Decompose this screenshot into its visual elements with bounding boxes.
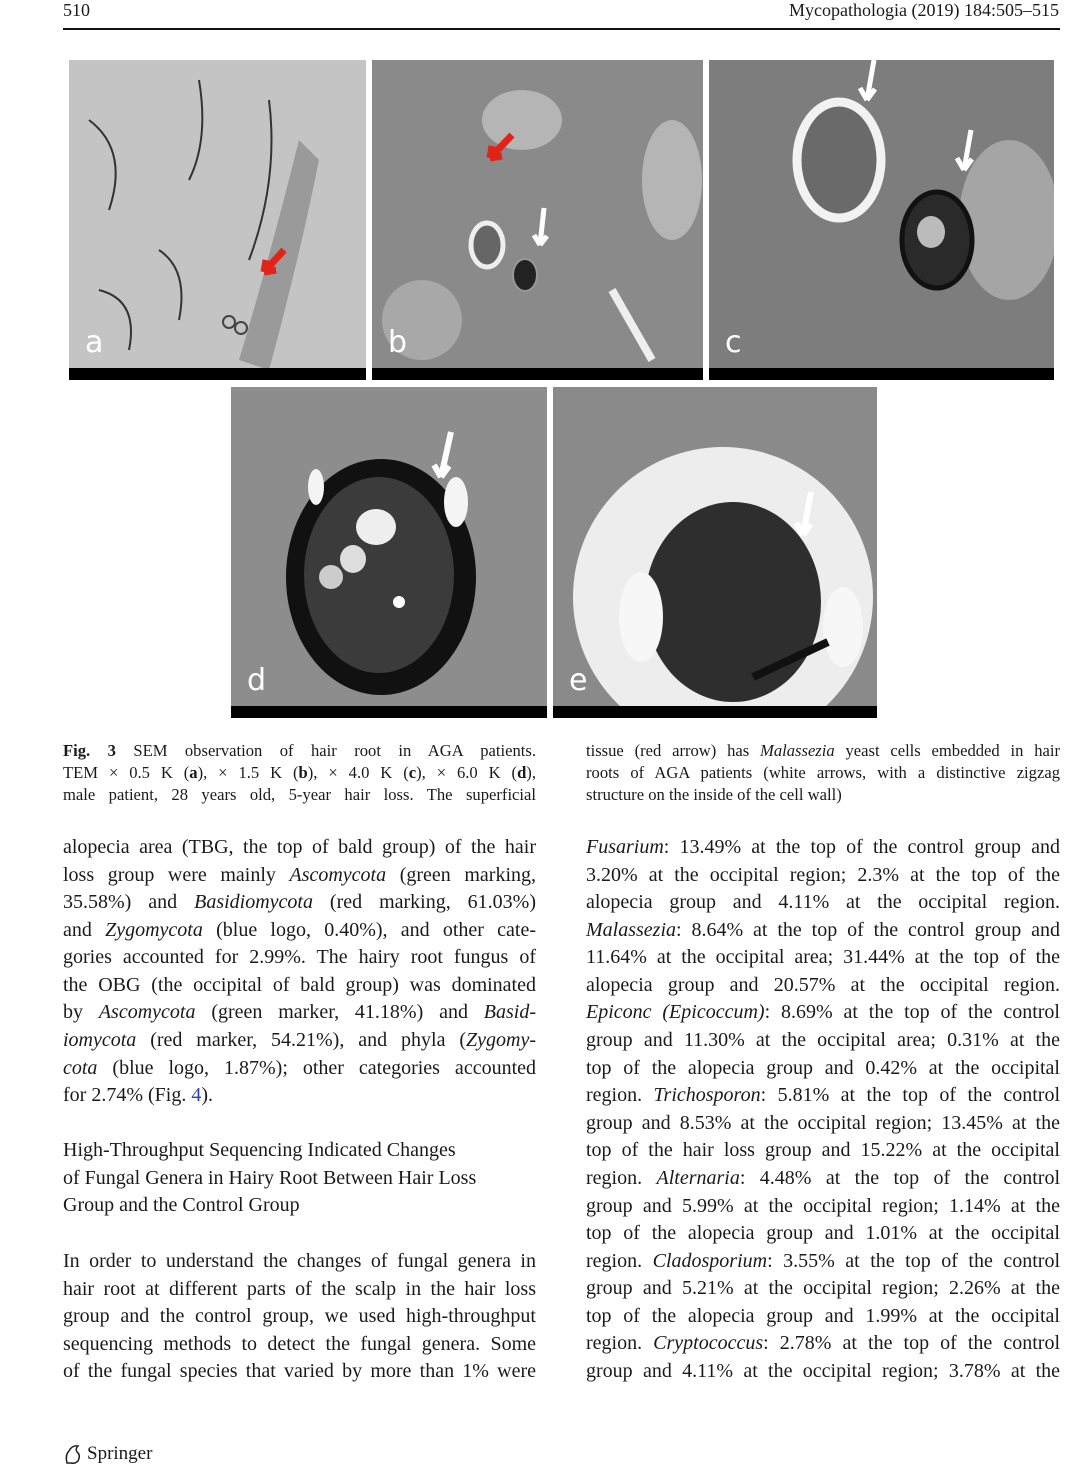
text-line (586, 1082, 1060, 1110)
italic-term: Cryptococcus (653, 1332, 764, 1355)
text-line (63, 1137, 536, 1165)
text-run: ), (526, 763, 536, 782)
italic-term: Alternaria (656, 1166, 740, 1189)
italic-term: cota (63, 1056, 98, 1079)
text-run: ), × 1.5 K ( (197, 763, 299, 782)
italic-term: Malassezia (760, 741, 835, 760)
text-run: group and 8.53% at the occipital region; 13.45% at the (586, 1111, 1060, 1134)
text-line (586, 762, 1060, 784)
text-run: 3.20% at the occipital region; 2.3% at the top of the (586, 863, 1060, 886)
bold-text: a (189, 763, 198, 782)
text-run: : 2.78% at the top of the control (763, 1332, 1061, 1355)
text-run: : 3.55% at the top of the control (767, 1249, 1061, 1272)
text-run: SEM observation of hair root in AGA patients. (115, 741, 536, 760)
text-line (63, 1192, 536, 1220)
text-line (63, 1027, 536, 1055)
text-run: region. (586, 1332, 654, 1355)
text-line (63, 1248, 536, 1276)
text-line (586, 1220, 1060, 1248)
figure-panel-e (553, 387, 877, 718)
text-run: alopecia group and 20.57% at the occipital region. (586, 973, 1060, 996)
text-line (586, 889, 1060, 917)
text-run: (blue logo, 0.40%), and other cate- (202, 918, 536, 941)
section-heading (63, 1137, 536, 1220)
text-line (63, 834, 536, 862)
italic-term: Epiconc (Epicoccum) (586, 1001, 765, 1024)
text-run: group and 5.21% at the occipital region; 2.26% at the (586, 1277, 1060, 1300)
text-line (63, 917, 536, 945)
text-run: tissue (red arrow) has (586, 741, 760, 760)
text-run: (red marking, 61.03%) (312, 891, 537, 914)
text-run: region. (586, 1084, 654, 1107)
text-run: group and 5.99% at the occipital region; 1.14% at the (586, 1194, 1060, 1217)
italic-term: Zygomy- (466, 1029, 536, 1052)
figure-panel-d (231, 387, 547, 718)
italic-term: Basidiomycota (194, 891, 313, 914)
text-line (586, 1165, 1060, 1193)
text-line (586, 1193, 1060, 1221)
panel-label: c (725, 325, 742, 360)
bold-text: b (298, 763, 308, 782)
text-run: the OBG (the occipital of bald group) was dominated (63, 973, 536, 996)
italic-term: Fusarium (586, 836, 664, 858)
figure-caption-left (63, 740, 536, 806)
text-run: Group and the Control Group (63, 1194, 300, 1217)
text-run: top of the alopecia group and 0.42% at the occipital (586, 1056, 1060, 1079)
text-run: High-Throughput Sequencing Indicated Changes (63, 1139, 456, 1161)
text-run: (green marker, 41.18%) and (195, 1001, 484, 1024)
text-line (586, 862, 1060, 890)
text-run: yeast cells embedded in hair (834, 741, 1060, 760)
text-run: for 2.74% (Fig. (63, 1084, 192, 1107)
text-run: top of the hair loss group and 15.22% at the occipital (586, 1139, 1060, 1162)
text-line (586, 740, 1060, 762)
text-run: and (63, 918, 106, 941)
text-line (586, 1303, 1060, 1331)
text-line (63, 1358, 536, 1386)
springer-horse-logo-icon (63, 1443, 83, 1465)
text-run: loss group were mainly (63, 863, 290, 886)
body-paragraph (63, 1248, 536, 1386)
text-run: (red marker, 54.21%), and phyla ( (136, 1029, 467, 1052)
text-run: group and 4.11% at the occipital region; 3.78% at the (586, 1359, 1060, 1382)
panel-label: b (388, 325, 408, 360)
text-run: TEM × 0.5 K ( (63, 763, 190, 782)
text-line (63, 740, 536, 762)
text-line (63, 862, 536, 890)
figure-link[interactable]: 4 (191, 1084, 202, 1107)
text-line (586, 784, 1060, 806)
page-number: 510 (63, 0, 90, 20)
text-line (63, 1165, 536, 1193)
italic-term: Malassezia (586, 918, 676, 941)
text-line (586, 1027, 1060, 1055)
text-run: ), × 6.0 K ( (416, 763, 518, 782)
text-line (586, 1275, 1060, 1303)
header-rule (63, 28, 1060, 30)
text-line (586, 1248, 1060, 1276)
text-run: 35.58%) and (63, 891, 195, 914)
text-run: region. (586, 1249, 653, 1272)
journal-citation: Mycopathologia (2019) 184:505–515 (789, 0, 1059, 20)
text-line (63, 762, 536, 784)
text-run: roots of AGA patients (white arrows, with a distinctive zigzag (586, 763, 1060, 782)
panel-label: e (569, 663, 588, 698)
text-line (63, 1331, 536, 1359)
text-line (63, 944, 536, 972)
text-run: In order to understand the changes of fungal genera in (63, 1250, 536, 1272)
text-line (586, 917, 1060, 945)
figure-panel-a (69, 60, 366, 380)
text-run: gories accounted for 2.99%. The hairy root fungus of (63, 946, 536, 969)
body-paragraph (63, 834, 536, 1110)
body-paragraph (586, 834, 1060, 1386)
text-run: 11.64% at the occipital area; 31.44% at the top of the (586, 946, 1060, 969)
text-line (63, 1082, 536, 1110)
panel-label: a (85, 325, 104, 360)
text-line (586, 999, 1060, 1027)
text-line (586, 834, 1060, 862)
text-line (63, 1055, 536, 1083)
text-run: top of the alopecia group and 1.01% at the occipital (586, 1222, 1060, 1245)
text-line (586, 1137, 1060, 1165)
text-run: of the fungal species that varied by more than 1% were (63, 1360, 536, 1383)
text-run: : 8.64% at the top of the control group and (676, 918, 1060, 941)
bold-text: Fig. 3 (63, 741, 116, 760)
text-line (586, 1330, 1060, 1358)
text-line (63, 972, 536, 1000)
text-run: alopecia group and 4.11% at the occipital region. (586, 891, 1060, 914)
text-run: male patient, 28 years old, 5-year hair loss. The superficial (63, 785, 536, 804)
italic-term: Cladosporium (652, 1249, 768, 1272)
text-run: : 8.69% at the top of the control (764, 1001, 1060, 1024)
publisher-name: Springer (87, 1443, 153, 1464)
text-run: of Fungal Genera in Hairy Root Between Hair Loss (63, 1166, 477, 1189)
text-run: group and 11.30% at the occipital area; 0.31% at the (586, 1029, 1060, 1052)
panel-label: d (247, 663, 267, 698)
text-line (63, 1303, 536, 1331)
text-run: region. (586, 1166, 657, 1189)
text-run: : 4.48% at the top of the control (739, 1166, 1061, 1189)
text-run: hair root at different parts of the scalp in the hair loss (63, 1277, 536, 1300)
text-run: ). (201, 1084, 213, 1107)
figure-caption-right (586, 740, 1060, 806)
italic-term: Ascomycota (98, 1001, 196, 1024)
text-line (63, 1276, 536, 1304)
figure-panel-b (372, 60, 703, 380)
italic-term: iomycota (63, 1029, 137, 1052)
text-run: : 13.49% at the top of the control group and (663, 836, 1060, 858)
figure-panel-c (709, 60, 1054, 380)
text-run: structure on the inside of the cell wall) (586, 785, 842, 804)
text-run: top of the alopecia group and 1.99% at the occipital (586, 1304, 1060, 1327)
text-line (586, 1358, 1060, 1386)
text-run: ), × 4.0 K ( (307, 763, 409, 782)
text-line (63, 889, 536, 917)
text-line (63, 784, 536, 806)
text-run: (green marking, (386, 863, 536, 886)
text-run: alopecia area (TBG, the top of bald group) of the hair (63, 836, 536, 858)
publisher-footer (63, 1443, 152, 1465)
italic-term: Ascomycota (289, 863, 387, 886)
text-line (586, 1110, 1060, 1138)
text-run: : 5.81% at the top of the control (760, 1084, 1060, 1107)
text-run: by (63, 1001, 99, 1024)
text-run: group and the control group, we used high-throughput (63, 1305, 536, 1328)
italic-term: Trichosporon (653, 1084, 761, 1107)
text-line (586, 944, 1060, 972)
bold-text: d (517, 763, 527, 782)
text-run: (blue logo, 1.87%); other categories accounted (97, 1056, 536, 1079)
text-line (586, 1055, 1060, 1083)
text-line (586, 972, 1060, 1000)
bold-text: c (408, 763, 417, 782)
text-run: sequencing methods to detect the fungal genera. Some (63, 1332, 536, 1355)
text-line (63, 999, 536, 1027)
italic-term: Zygomycota (105, 918, 203, 941)
italic-term: Basid- (483, 1001, 536, 1024)
